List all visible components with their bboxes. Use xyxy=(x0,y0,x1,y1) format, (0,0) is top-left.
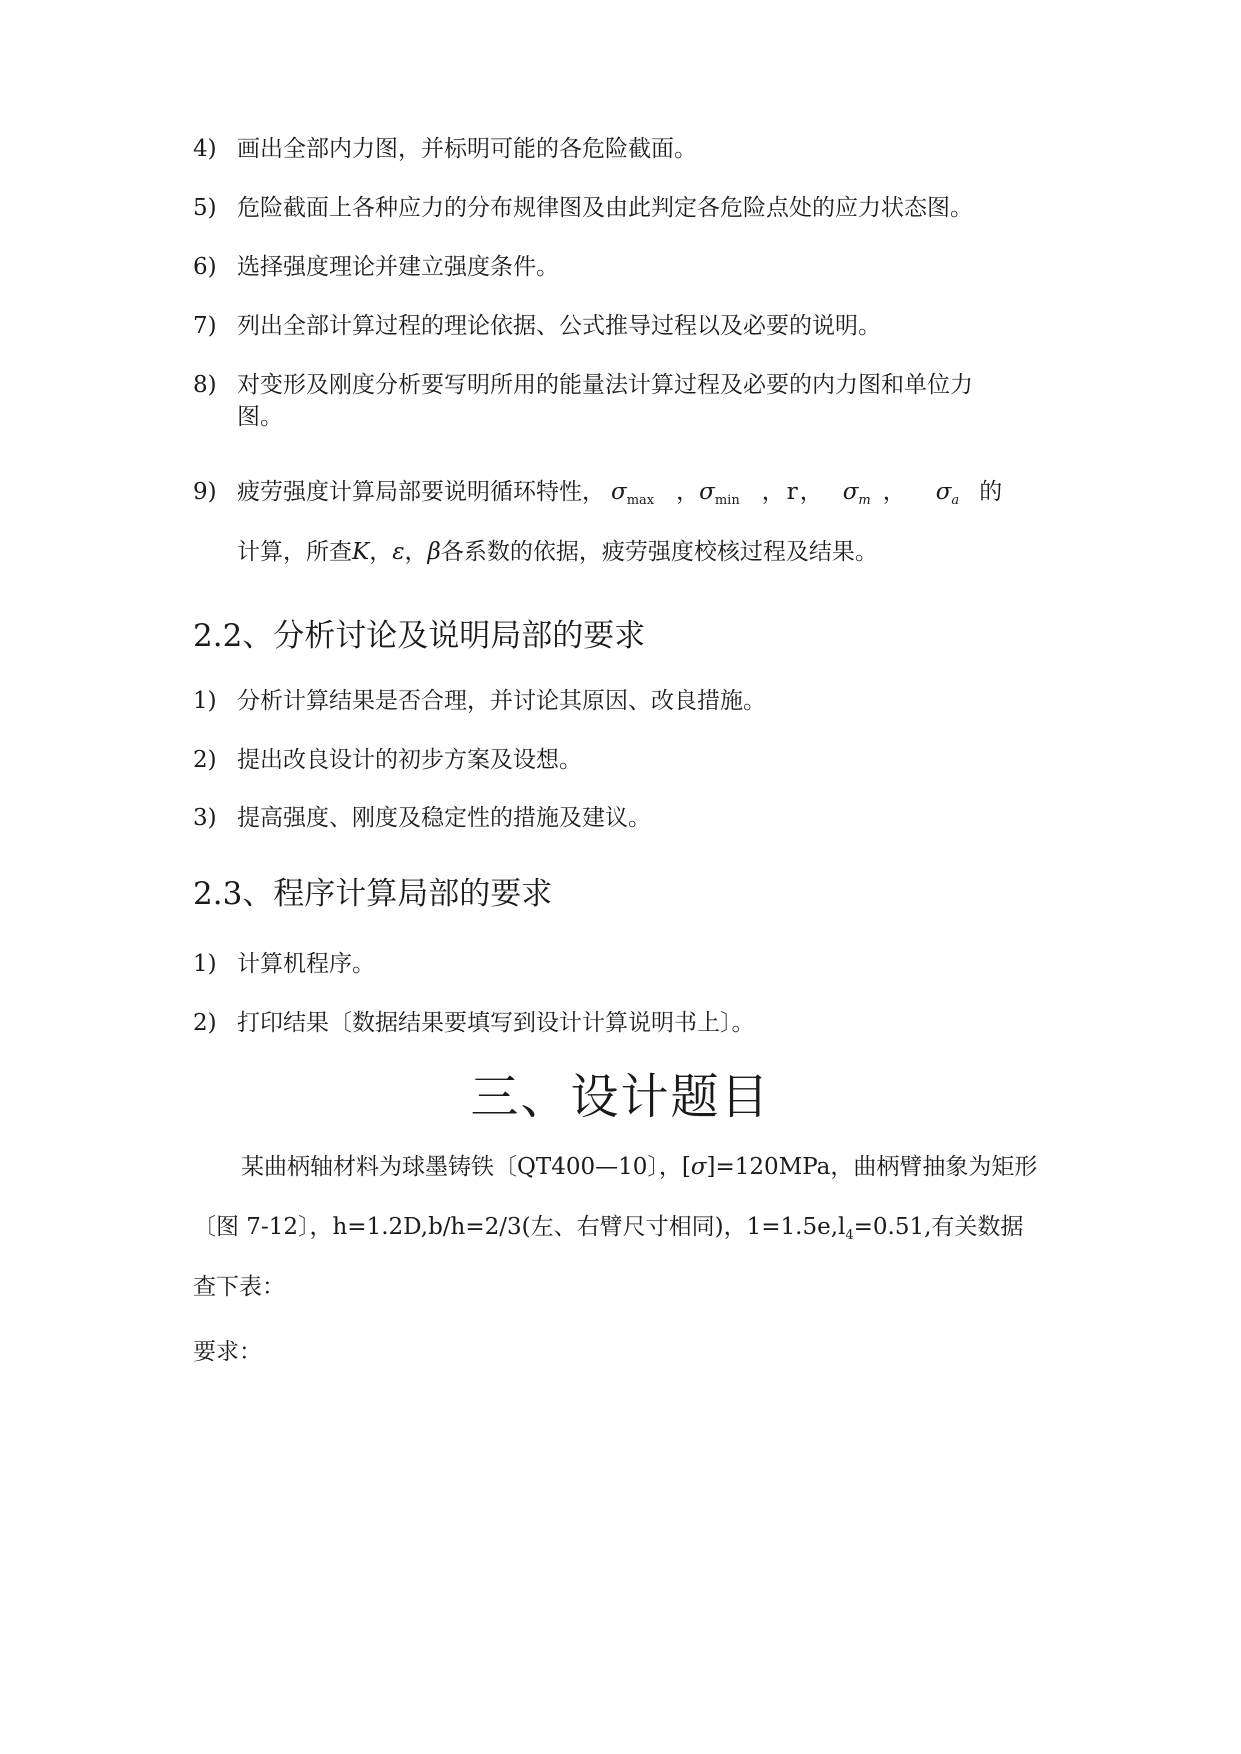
section-heading: 2.2、分析讨论及说明局部的要求 xyxy=(193,618,646,654)
list-text: 提出改良设计的初步方案及设想。 xyxy=(237,747,582,773)
sigma-m-symbol: $\sigma_m$ xyxy=(842,479,871,508)
list-text: 的 xyxy=(979,479,1003,505)
list-text: 提高强度、刚度及稳定性的措施及建议。 xyxy=(237,805,651,831)
list-item xyxy=(193,134,697,164)
list-number: 2) xyxy=(193,1010,217,1036)
paragraph-line: 〔图 7-12〕，h=1.2D,b/h=2/3(左、右臂尺寸相同)，$1=1.5e,l_4=0.51$,有关数据 xyxy=(193,1214,1024,1243)
sigma-symbol: σ xyxy=(690,1154,707,1180)
list-text: 分析计算结果是否合理，并讨论其原因、改良措施。 xyxy=(237,688,766,714)
separator: ， xyxy=(882,479,906,505)
list-item-continuation: 图。 xyxy=(237,404,283,430)
list-number: 1) xyxy=(193,688,217,714)
list-number: 7) xyxy=(193,313,217,339)
list-text: 画出全部内力图，并标明可能的各危险截面。 xyxy=(237,136,697,162)
list-text: 选择强度理论并建立强度条件。 xyxy=(237,254,559,280)
list-number: 4) xyxy=(193,136,217,162)
list-text: 列出全部计算过程的理论依据、公式推导过程以及必要的说明。 xyxy=(237,313,881,339)
subscript: 4 xyxy=(845,1228,854,1243)
sigma-max-symbol: $\sigma_{max}$ xyxy=(611,479,655,508)
separator: ， xyxy=(676,479,700,505)
list-item xyxy=(193,193,973,223)
sigma-a-symbol: $\sigma_a$ xyxy=(935,479,960,508)
paragraph-line: 查下表： xyxy=(193,1274,285,1300)
list-item xyxy=(193,949,375,979)
list-number: 5) xyxy=(193,195,217,221)
k-symbol: K xyxy=(352,539,370,565)
list-number: 8) xyxy=(193,372,217,398)
sigma-min-symbol: $\sigma_{min}$ xyxy=(699,479,740,508)
beta-symbol: β xyxy=(427,539,441,565)
list-number: 6) xyxy=(193,254,217,280)
list-item xyxy=(193,745,582,775)
list-text: 危险截面上各种应力的分布规律图及由此判定各危险点处的应力状态图。 xyxy=(237,195,973,221)
r-symbol: r xyxy=(786,479,798,505)
list-item xyxy=(193,311,881,341)
section-heading: 2.3、程序计算局部的要求 xyxy=(193,876,553,912)
list-number: 2) xyxy=(193,747,217,773)
page-title: 三、设计题目 xyxy=(470,1069,771,1125)
list-item xyxy=(193,803,651,833)
list-text: 打印结果〔数据结果要填写到设计计算说明书上〕。 xyxy=(237,1010,755,1036)
list-item xyxy=(193,252,559,282)
list-item xyxy=(193,686,766,716)
list-item-continuation: 计算，所查K，ε，β各系数的依据，疲劳强度校核过程及结果。 xyxy=(237,539,878,565)
requirements-label: 要求： xyxy=(193,1339,262,1365)
separator: ， xyxy=(761,479,785,505)
epsilon-symbol: ε xyxy=(392,539,405,565)
list-text: 疲劳强度计算局部要说明循环特性， xyxy=(237,479,605,505)
list-text: 对变形及刚度分析要写明所用的能量法计算过程及必要的内力图和单位力 xyxy=(237,372,973,398)
list-text: 计算机程序。 xyxy=(237,951,375,977)
list-number: 9) xyxy=(193,479,217,505)
list-number: 1) xyxy=(193,951,217,977)
paragraph-line: 某曲柄轴材料为球墨铸铁〔QT400—10〕，[σ]=120MPa，曲柄臂抽象为矩形 xyxy=(241,1154,1038,1180)
separator: ， xyxy=(799,479,823,505)
list-item xyxy=(193,370,973,400)
list-item xyxy=(193,1008,755,1038)
list-number: 3) xyxy=(193,805,217,831)
list-item-fatigue xyxy=(193,477,1002,516)
